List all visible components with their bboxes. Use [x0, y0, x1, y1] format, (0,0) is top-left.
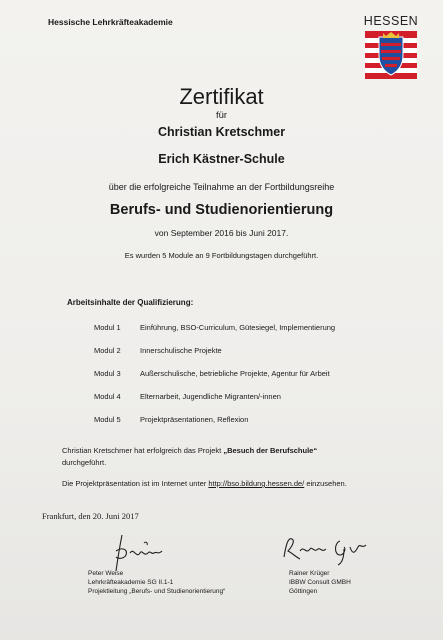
- module-text: Innerschulische Projekte: [140, 346, 222, 355]
- for-label: für: [215, 110, 228, 121]
- module-label: Modul 1: [94, 323, 121, 332]
- participation-text: über die erfolgreiche Teilnahme an der Fortbildungsreihe: [108, 182, 335, 192]
- module-row: [94, 392, 281, 401]
- module-label: Modul 3: [94, 369, 121, 378]
- module-label: Modul 2: [94, 346, 121, 355]
- signer-left-name: Peter Weise: [88, 570, 124, 577]
- signer-left-line3: Projektleitung „Berufs- und Studienorientierung“: [88, 588, 226, 595]
- module-label: Modul 5: [94, 415, 121, 424]
- signer-right: [289, 569, 351, 596]
- module-row: [94, 415, 248, 424]
- module-label: Modul 4: [94, 392, 121, 401]
- program-period: von September 2016 bis Juni 2017.: [154, 228, 289, 238]
- state-name: HESSEN: [363, 14, 419, 28]
- modules-summary: Es wurden 5 Module an 9 Fortbildungstagen durchgeführt.: [124, 251, 319, 260]
- place-date: Frankfurt, den 20. Juni 2017: [42, 511, 139, 521]
- module-text: Elternarbeit, Jugendliche Migranten/-innen: [140, 392, 281, 401]
- project-link[interactable]: http://bso.bildung.hessen.de/: [208, 479, 305, 488]
- internet-statement: [62, 479, 347, 488]
- hessen-lion-crest-icon: [365, 31, 417, 79]
- internet-text-before: Die Projektpräsentation ist im Internet unter: [62, 479, 207, 488]
- school-name: Erich Kästner-Schule: [158, 152, 285, 166]
- signature-right: [278, 531, 378, 567]
- organization-name: Hessische Lehrkräfteakademie: [48, 17, 173, 27]
- contents-heading: Arbeitsinhalte der Qualifizierung:: [67, 298, 194, 307]
- signer-left: [88, 569, 225, 596]
- signer-left-line2: Lehrkräfteakademie SG II.1-1: [88, 579, 174, 586]
- signer-right-line2: IBBW Consult GMBH: [289, 579, 351, 586]
- recipient-name: Christian Kretschmer: [157, 125, 286, 139]
- project-statement: [62, 445, 392, 469]
- internet-text-after: einzusehen.: [306, 479, 347, 488]
- signer-right-line3: Göttingen: [289, 588, 318, 595]
- module-row: [94, 323, 335, 332]
- certificate-title: Zertifikat: [179, 84, 264, 109]
- module-text: Einführung, BSO-Curriculum, Gütesiegel, Implementierung: [140, 323, 336, 332]
- project-title: „Besuch der Berufschule“: [223, 446, 318, 455]
- module-row: [94, 369, 330, 378]
- module-row: [94, 346, 222, 355]
- module-text: Außerschulische, betriebliche Projekte, Agentur für Arbeit: [140, 369, 330, 378]
- hessen-logo: [362, 14, 420, 79]
- signer-right-name: Rainer Krüger: [289, 570, 330, 577]
- module-text: Projektpräsentationen, Reflexion: [140, 415, 249, 424]
- program-name: Berufs- und Studienorientierung: [109, 202, 334, 218]
- project-text-before: Christian Kretschmer hat erfolgreich das Projekt: [62, 446, 222, 455]
- project-text-after: durchgeführt.: [62, 458, 107, 467]
